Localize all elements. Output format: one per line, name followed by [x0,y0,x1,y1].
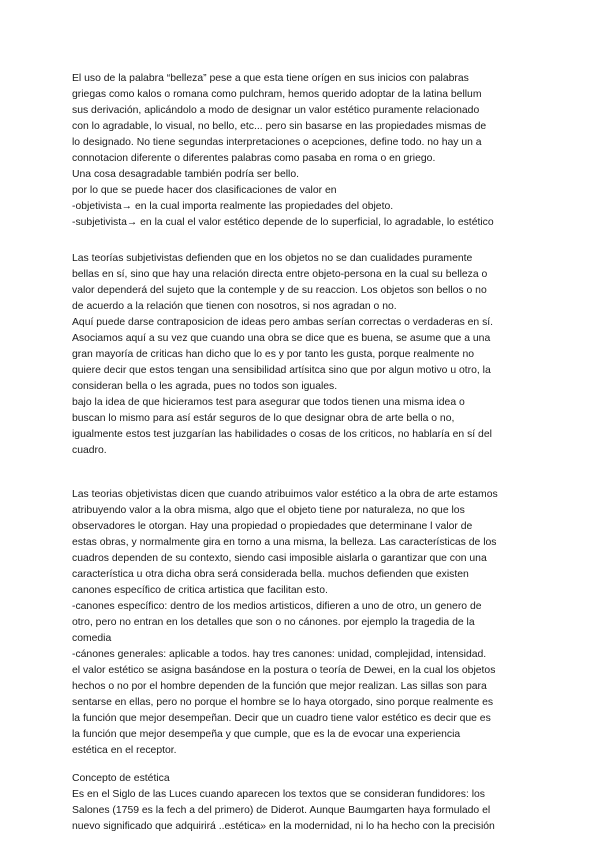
text-line: sus derivación, aplicándolo a modo de designar un valor estético puramente relacionado [72,105,480,116]
text-line: de acuerdo a la relación que tienen con nosotros, si nos agradan o no. [72,301,397,312]
text-line: consideran bella o les agrada, pues no todos son iguales. [72,381,338,392]
text-line: nuevo significado que adquirirá ..estética» en la modernidad, ni lo ha hecho con la precisión [72,821,495,832]
text-line: otro, pero no entran en los detalles que son o no cánones. por ejemplo la tragedia de la [72,617,475,628]
text-line: sentarse en ellas, pero no porque el hombre se lo haya otorgado, sino porque realmente es [72,697,494,708]
text-line: Las teorias objetivistas dicen que cuando atribuimos valor estético a la obra de arte estamos [72,489,498,500]
text-line: con lo agradable, lo visual, no bello, etc... pero sin basarse en las propiedades mismas de [72,121,487,132]
text-line: característica u otra dicha obra será considerada bella. muchos defienden que existen [72,569,469,580]
text-line: la función que mejor desempeña y que cumple, que es la de evocar una experiencia [72,729,461,740]
text-line: buscan lo mismo para así estár seguros de lo que designar obra de arte bella o no, [72,413,455,424]
text-line: gran mayoría de criticas han dicho que lo es y por tanto les gusta, porque realmente no [72,349,475,360]
text-line: el valor estético se asigna basándose en la postura o teoría de Dewei, en la cual los objetos [72,665,496,676]
text-line: El uso de la palabra “belleza” pese a que esta tiene orígen en sus inicios con palabras [72,73,469,84]
text-line: connotacion diferente o diferentes palabras como pasaba en roma o en griego. [72,153,436,164]
text-line: Es en el Siglo de las Luces cuando aparecen los textos que se consideran fundidores: los [72,789,486,800]
text-line: Una cosa desagradable también podría ser bello. [72,169,300,180]
text-line: comedia [72,633,112,644]
text-line: -objetivista→ en la cual importa realmente las propiedades del objeto. [72,201,394,212]
text-line: bellas en sí, sino que hay una relación directa entre objeto-persona en la cual su belleza o [72,269,488,280]
section-heading: Concepto de estética [72,773,170,784]
text-line: -canones específico: dentro de los medios artisticos, difieren a uno de otro, un genero de [72,601,482,612]
text-line: por lo que se puede hacer dos clasificaciones de valor en [72,185,337,196]
text-line: valor dependerá del sujeto que la contemple y de su reaccion. Los objetos son bellos o no [72,285,487,296]
text-line: canones específico de critica artistica que facilitan esto. [72,585,328,596]
text-line: lo designado. No tiene segundas interpretaciones o acepciones, define todo. no hay un a [72,137,482,148]
text-line: estas obras, y normalmente gira en torno a una misma, la belleza. Las características de los [72,537,497,548]
text-line: cuadro. [72,445,107,456]
text-line: bajo la idea de que hicieramos test para asegurar que todos tienen una misma idea o [72,397,465,408]
text-line: igualmente estos test juzgarían las habilidades o cosas de los criticos, no hablaría en sí del [72,429,492,440]
text-line: -subjetivista→ en la cual el valor estético depende de lo superficial, lo agradable, lo estético [72,217,494,228]
text-line: quiere decir que estos tengan una sensibilidad artísitca sino que por algun motivo u otro, la [72,365,491,376]
text-line: la función que mejor desempeñan. Decir que un cuadro tiene valor estético es decir que es [72,713,491,724]
text-line: observadores le otorgan. Hay una propiedad o propiedades que determinane l valor de [72,521,473,532]
text-line: Salones (1759 es la fech a del primero) de Diderot. Aunque Baumgarten haya formulado el [72,805,491,816]
text-line: atribuyendo valor a la obra misma, algo que el objeto tiene por naturaleza, no que los [72,505,465,516]
text-line: Aquí puede darse contraposicion de ideas pero ambas serían correctas o verdaderas en sí. [72,317,494,328]
text-line: -cánones generales: aplicable a todos. hay tres canones: unidad, complejidad, intensidad. [72,649,487,660]
text-line: griegas como kalos o romana como pulchram, hemos querido adoptar de la latina bellum [72,89,482,100]
text-line: cuadros dependen de su contexto, siendo casi imposible aislarla o garantizar que con una [72,553,487,564]
text-line: Las teorías subjetivistas defienden que en los objetos no se dan cualidades puramente [72,253,473,264]
text-line: hechos o no por el hombre dependen de la función que mejor realizan. Las sillas son para [72,681,487,692]
text-line: estética en el receptor. [72,745,177,756]
text-line: Asociamos aquí a su vez que cuando una obra se dice que es buena, se asume que a una [72,333,491,344]
